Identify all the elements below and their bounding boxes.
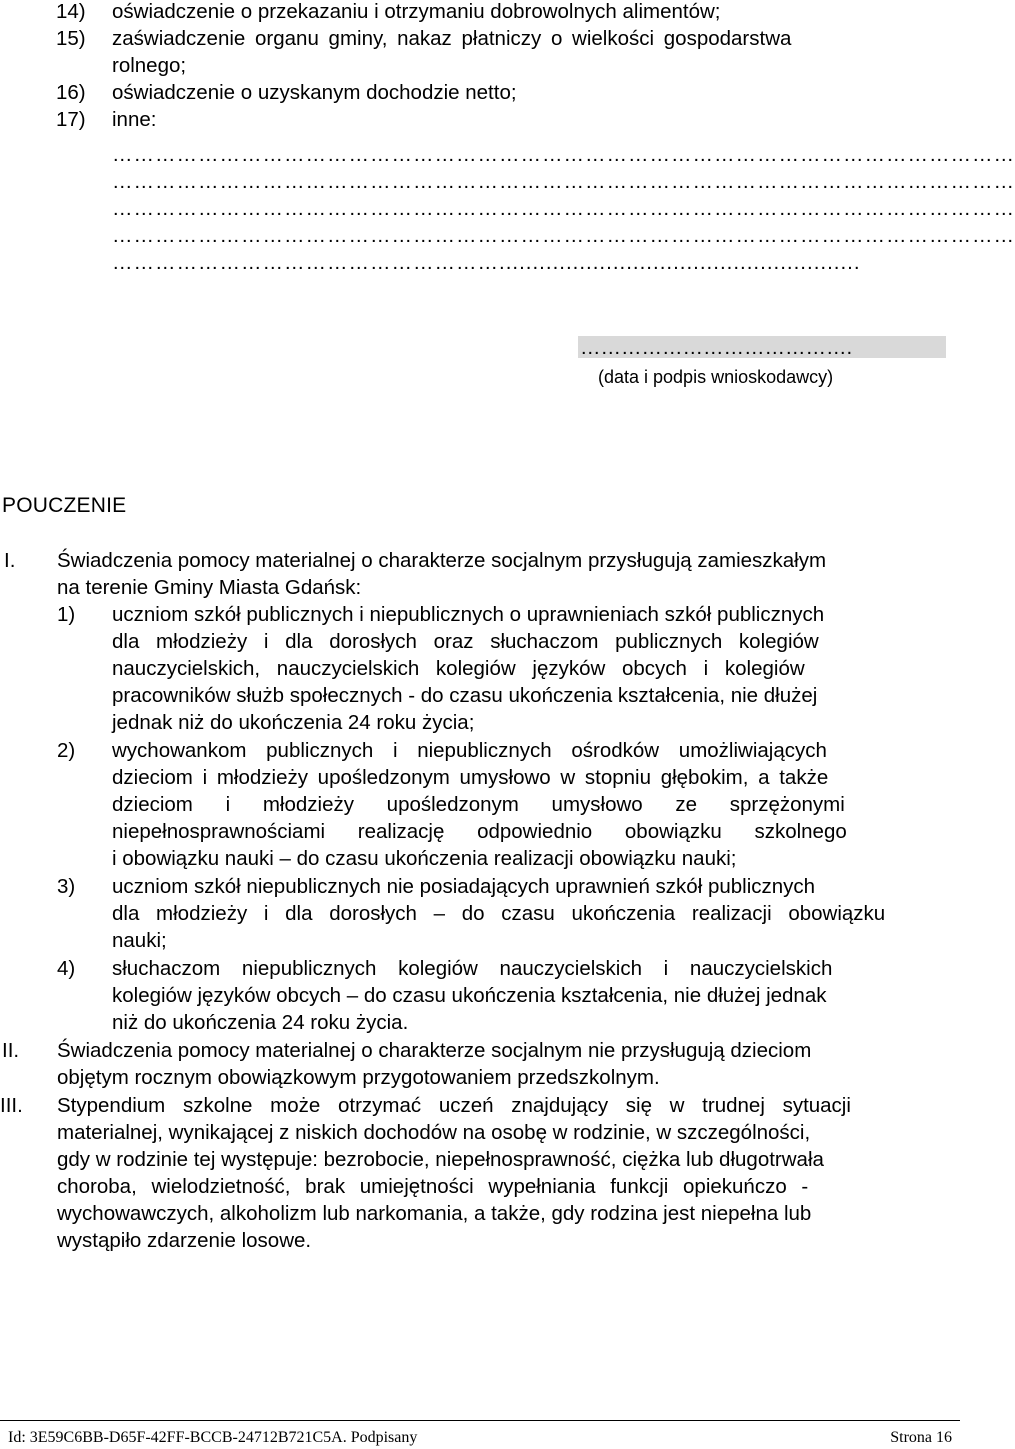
roman-iii-line-6: wystąpiło zdarzenie losowe. xyxy=(57,1229,312,1252)
item-4-line-2: kolegiów języków obcych – do czasu ukończenia kształcenia, nie dłużej jednak xyxy=(112,984,827,1007)
roman-i-line-1: Świadczenia pomocy materialnej o charakterze socjalnym przysługują zamieszkałym xyxy=(57,549,827,572)
roman-ii-line-2: objętym rocznym obowiązkowym przygotowaniem przedszkolnym. xyxy=(57,1066,660,1089)
item-4-num: 4) xyxy=(57,957,76,980)
item-1-line-2: dla młodzieży i dla dorosłych oraz słuchaczom publicznych kolegiów xyxy=(112,630,819,653)
roman-ii-num: II. xyxy=(2,1039,20,1062)
footer-divider xyxy=(0,1420,960,1421)
item-3-line-2: dla młodzieży i dla dorosłych – do czasu ukończenia realizacji obowiązku xyxy=(112,902,886,925)
dot-line-5: ………………………………………………...................................................... xyxy=(112,251,861,274)
item-2-line-2: dzieciom i młodzieży upośledzonym umysłowo w stopniu głębokim, a także xyxy=(112,766,829,789)
item-2-line-1: wychowankom publicznych i niepublicznych ośrodków umożliwiających xyxy=(112,739,827,762)
item-1-num: 1) xyxy=(57,603,76,626)
dot-line-1: ……………………………………………………………………………………………………………… xyxy=(112,143,1015,166)
roman-iii-line-4: choroba, wielodzietność, brak umiejętności wypełniania funkcji opiekuńczo - xyxy=(57,1175,809,1198)
section-title: POUCZENIE xyxy=(2,494,127,517)
item-2-line-4: niepełnosprawnościami realizację odpowiednio obowiązku szkolnego xyxy=(112,820,847,843)
roman-iii-line-1: Stypendium szkolne może otrzymać uczeń znajdujący się w trudnej sytuacji xyxy=(57,1094,851,1117)
item-3-num: 3) xyxy=(57,875,76,898)
roman-iii-line-5: wychowawczych, alkoholizm lub narkomania, a także, gdy rodzina jest niepełna lub xyxy=(57,1202,812,1225)
roman-iii-line-3: gdy w rodzinie tej występuje: bezrobocie, niepełnosprawność, ciężka lub długotrwała xyxy=(57,1148,824,1171)
dot-line-3: ……………………………………………………………………………………………………………… xyxy=(112,197,1015,220)
item-3-line-3: nauki; xyxy=(112,929,167,952)
item-4-line-1: słuchaczom niepublicznych kolegiów nauczycielskich i nauczycielskich xyxy=(112,957,833,980)
item-2-line-3: dzieciom i młodzieży upośledzonym umysłowo ze sprzężonymi xyxy=(112,793,845,816)
roman-ii-line-1: Świadczenia pomocy materialnej o charakterze socjalnym nie przysługują dzieciom xyxy=(57,1039,812,1062)
list-num-15: 15) xyxy=(56,27,86,50)
signature-caption: (data i podpis wnioskodawcy) xyxy=(598,367,834,387)
list-num-14: 14) xyxy=(56,0,86,23)
dot-line-4: ……………………………………………………………………………………………………………… xyxy=(112,224,1015,247)
signature-dots: …………………………………. xyxy=(580,336,853,359)
item-1-line-1: uczniom szkół publicznych i niepublicznych o uprawnieniach szkół publicznych xyxy=(112,603,825,626)
list-text-15-content: zaświadczenie organu gminy, nakaz płatniczy o wielkości gospodarstwa xyxy=(112,27,792,50)
roman-i-line-2: na terenie Gminy Miasta Gdańsk: xyxy=(57,576,362,599)
list-text-17: inne: xyxy=(112,108,157,131)
list-num-16: 16) xyxy=(56,81,86,104)
roman-iii-num: III. xyxy=(0,1094,23,1117)
list-text-14: oświadczenie o przekazaniu i otrzymaniu dobrowolnych alimentów; xyxy=(112,0,721,23)
list-text-15-cont: rolnego; xyxy=(112,54,187,77)
item-1-line-3: nauczycielskich, nauczycielskich kolegiów języków obcych i kolegiów xyxy=(112,657,805,680)
item-2-num: 2) xyxy=(57,739,76,762)
item-1-line-5: jednak niż do ukończenia 24 roku życia; xyxy=(112,711,475,734)
footer-document-id: Id: 3E59C6BB-D65F-42FF-BCCB-24712B721C5A. Podpisany xyxy=(8,1429,418,1446)
item-4-line-3: niż do ukończenia 24 roku życia. xyxy=(112,1011,409,1034)
item-3-line-1: uczniom szkół niepublicznych nie posiadających uprawnień szkół publicznych xyxy=(112,875,816,898)
list-num-17: 17) xyxy=(56,108,86,131)
roman-i-num: I. xyxy=(4,549,16,572)
item-1-line-4: pracowników służb społecznych - do czasu ukończenia kształcenia, nie dłużej xyxy=(112,684,818,707)
footer-page-number: Strona 16 xyxy=(890,1429,952,1446)
item-2-line-5: i obowiązku nauki – do czasu ukończenia realizacji obowiązku nauki; xyxy=(112,847,737,870)
list-text-15 xyxy=(112,27,946,51)
list-text-16: oświadczenie o uzyskanym dochodzie netto; xyxy=(112,81,517,104)
roman-iii-line-2: materialnej, wynikającej z niskich dochodów na osobę w rodzinie, w szczególności, xyxy=(57,1121,811,1144)
dot-line-2: ……………………………………………………………………………………………………………… xyxy=(112,170,1015,193)
